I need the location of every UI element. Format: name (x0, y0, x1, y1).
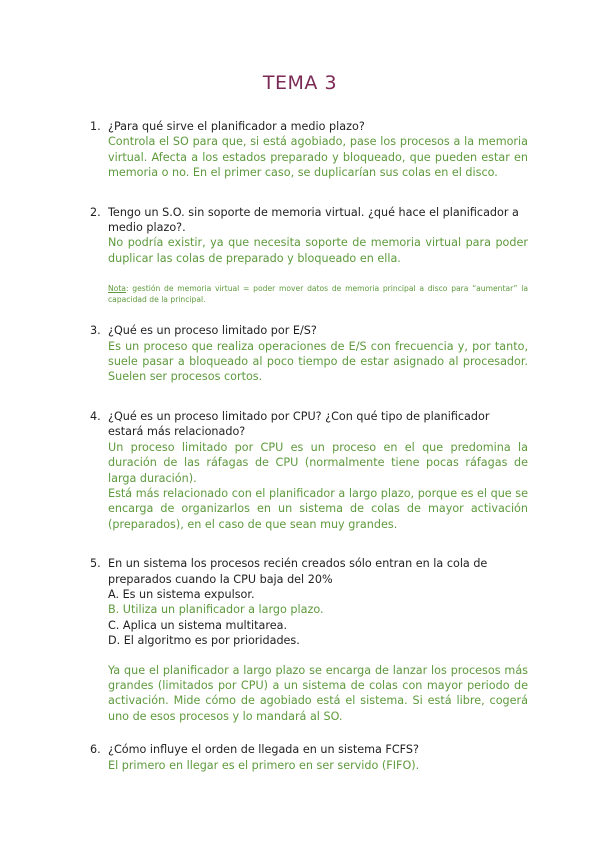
question-text: En un sistema los procesos recién creados sólo entran en la cola de preparados cuando la CPU baja del 20% (108, 557, 488, 586)
item-number: 3. (90, 324, 101, 338)
item-number: 4. (90, 409, 101, 423)
option-b-correct: B. Utiliza un planificador a largo plazo. (108, 603, 324, 617)
answer-text: El primero en llegar es el primero en ser servido (FIFO). (108, 758, 420, 772)
question-item-3 (90, 323, 528, 385)
item-number: 2. (90, 205, 101, 219)
item-number: 5. (90, 557, 101, 571)
question-text: Tengo un S.O. sin soporte de memoria virtual. ¿qué hace el planificador a medio plazo?. (108, 205, 519, 235)
answer-text: Controla el SO para que, si está agobiado, pase los procesos a la memoria virtual. Afecta a los estados preparado y bloqueado, que pueden estar en memoria o no. En el primer caso, se duplicarían sus colas en el disco. (108, 135, 528, 180)
option-c: C. Aplica un sistema multitarea. (108, 618, 288, 632)
question-text: ¿Cómo influye el orden de llegada en un sistema FCFS? (108, 743, 419, 757)
question-text: ¿Qué es un proceso limitado por E/S? (108, 324, 317, 338)
question-text: ¿Qué es un proceso limitado por CPU? ¿Con qué tipo de planificador estará más relacionado? (108, 409, 490, 439)
answer-text: No podría existir, ya que necesita soporte de memoria virtual para poder duplicar las colas de preparado y bloqueado en ella. (108, 236, 528, 265)
answer-text: Es un proceso que realiza operaciones de E/S con frecuencia y, por tanto, suele pasar a bloqueado al poco tiempo de estar asignado al procesador. Suelen ser procesos cortos. (108, 339, 528, 384)
answer-text: Un proceso limitado por CPU es un proceso en el que predomina la duración de las ráfagas de CPU (normalmente tiene pocas ráfagas de larga duración). (108, 440, 528, 485)
item-number: 6. (90, 743, 101, 757)
answer-text: Ya que el planificador a largo plazo se encarga de lanzar los procesos más grandes (limitados por CPU) a un sistema de colas con mayor periodo de activación. Mide cómo de agobiado está el sistema. Si está libre, cogerá uno de esos procesos y lo mandará al SO. (108, 663, 528, 723)
option-a: A. Es un sistema expulsor. (108, 587, 255, 601)
note-text (108, 283, 528, 305)
option-d: D. El algoritmo es por prioridades. (108, 634, 300, 648)
question-item-5 (90, 556, 528, 724)
question-item-6 (90, 742, 528, 773)
question-list (90, 119, 528, 773)
item-number: 1. (90, 120, 101, 133)
question-item-2 (90, 205, 528, 306)
note-body: : gestión de memoria virtual = poder mover datos de memoria principal a disco para “aumentar” la capacidad de la principal. (108, 284, 528, 305)
question-text: ¿Para qué sirve el planificador a medio plazo? (108, 120, 365, 133)
page-title: TEMA 3 (262, 72, 338, 94)
note-label: Nota (108, 284, 126, 294)
question-item-1 (90, 119, 528, 181)
question-item-4 (90, 409, 528, 532)
answer-text-2: Está más relacionado con el planificador a largo plazo, porque es el que se encarga de organizarlos en un sistema de colas de mayor activación (preparados), en el caso de que sean muy grandes. (108, 486, 528, 531)
